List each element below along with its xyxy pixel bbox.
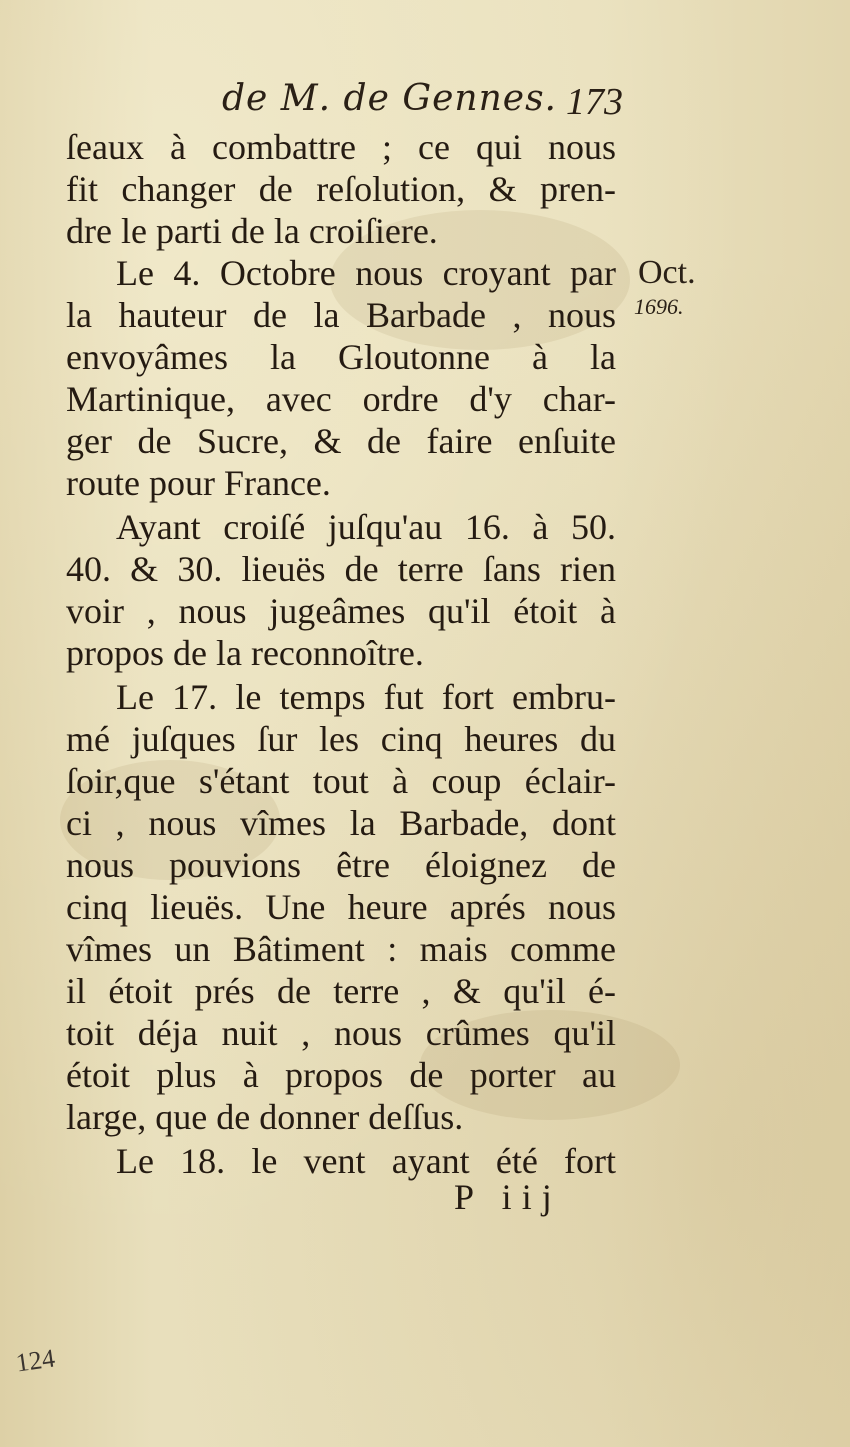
text-line: cinq lieuës. Une heure aprés nous — [66, 887, 616, 927]
signature-mark: P iij — [454, 1177, 562, 1217]
text-line: mé juſques ſur les cinq heures du — [66, 719, 616, 759]
text-line: route pour France. — [66, 463, 331, 503]
text-line: ci , nous vîmes la Barbade, dont — [66, 803, 616, 843]
page-number: 173 — [566, 81, 623, 123]
text-line: fit changer de reſolution, & pren- — [66, 169, 616, 209]
text-line: la hauteur de la Barbade , nous — [66, 295, 616, 335]
text-line: voir , nous jugeâmes qu'il étoit à — [66, 591, 616, 631]
text-line: étoit plus à propos de porter au — [66, 1055, 616, 1095]
text-line: dre le parti de la croiſiere. — [66, 211, 438, 251]
text-line: envoyâmes la Gloutonne à la — [66, 337, 616, 377]
margin-note-year: 1696. — [634, 294, 684, 319]
margin-note-month: Oct. — [638, 254, 696, 291]
text-line: nous pouvions être éloignez de — [66, 845, 616, 885]
text-line: toit déja nuit , nous crûmes qu'il — [66, 1013, 616, 1053]
text-line: 40. & 30. lieuës de terre ſans rien — [66, 549, 616, 589]
text-line: propos de la reconnoître. — [66, 633, 424, 673]
paragraph-first-line: Ayant croiſé juſqu'au 16. à 50. — [116, 507, 616, 547]
text-line: il étoit prés de terre , & qu'il é- — [66, 971, 616, 1011]
pencil-note: 124 — [14, 1343, 57, 1378]
paragraph-first-line: Le 4. Octobre nous croyant par — [116, 253, 616, 293]
paragraph-first-line: Le 18. le vent ayant été fort — [116, 1141, 616, 1181]
text-line: Martinique, avec ordre d'y char- — [66, 379, 616, 419]
text-line: vîmes un Bâtiment : mais comme — [66, 929, 616, 969]
paragraph-first-line: Le 17. le temps fut fort embru- — [116, 677, 616, 717]
running-head: de M. de Gennes. — [222, 78, 557, 119]
text-line: ger de Sucre, & de faire enſuite — [66, 421, 616, 461]
text-line: large, que de donner deſſus. — [66, 1097, 464, 1137]
text-line: ſeaux à combattre ; ce qui nous — [66, 127, 616, 167]
text-line: ſoir,que s'étant tout à coup éclair- — [66, 761, 616, 801]
